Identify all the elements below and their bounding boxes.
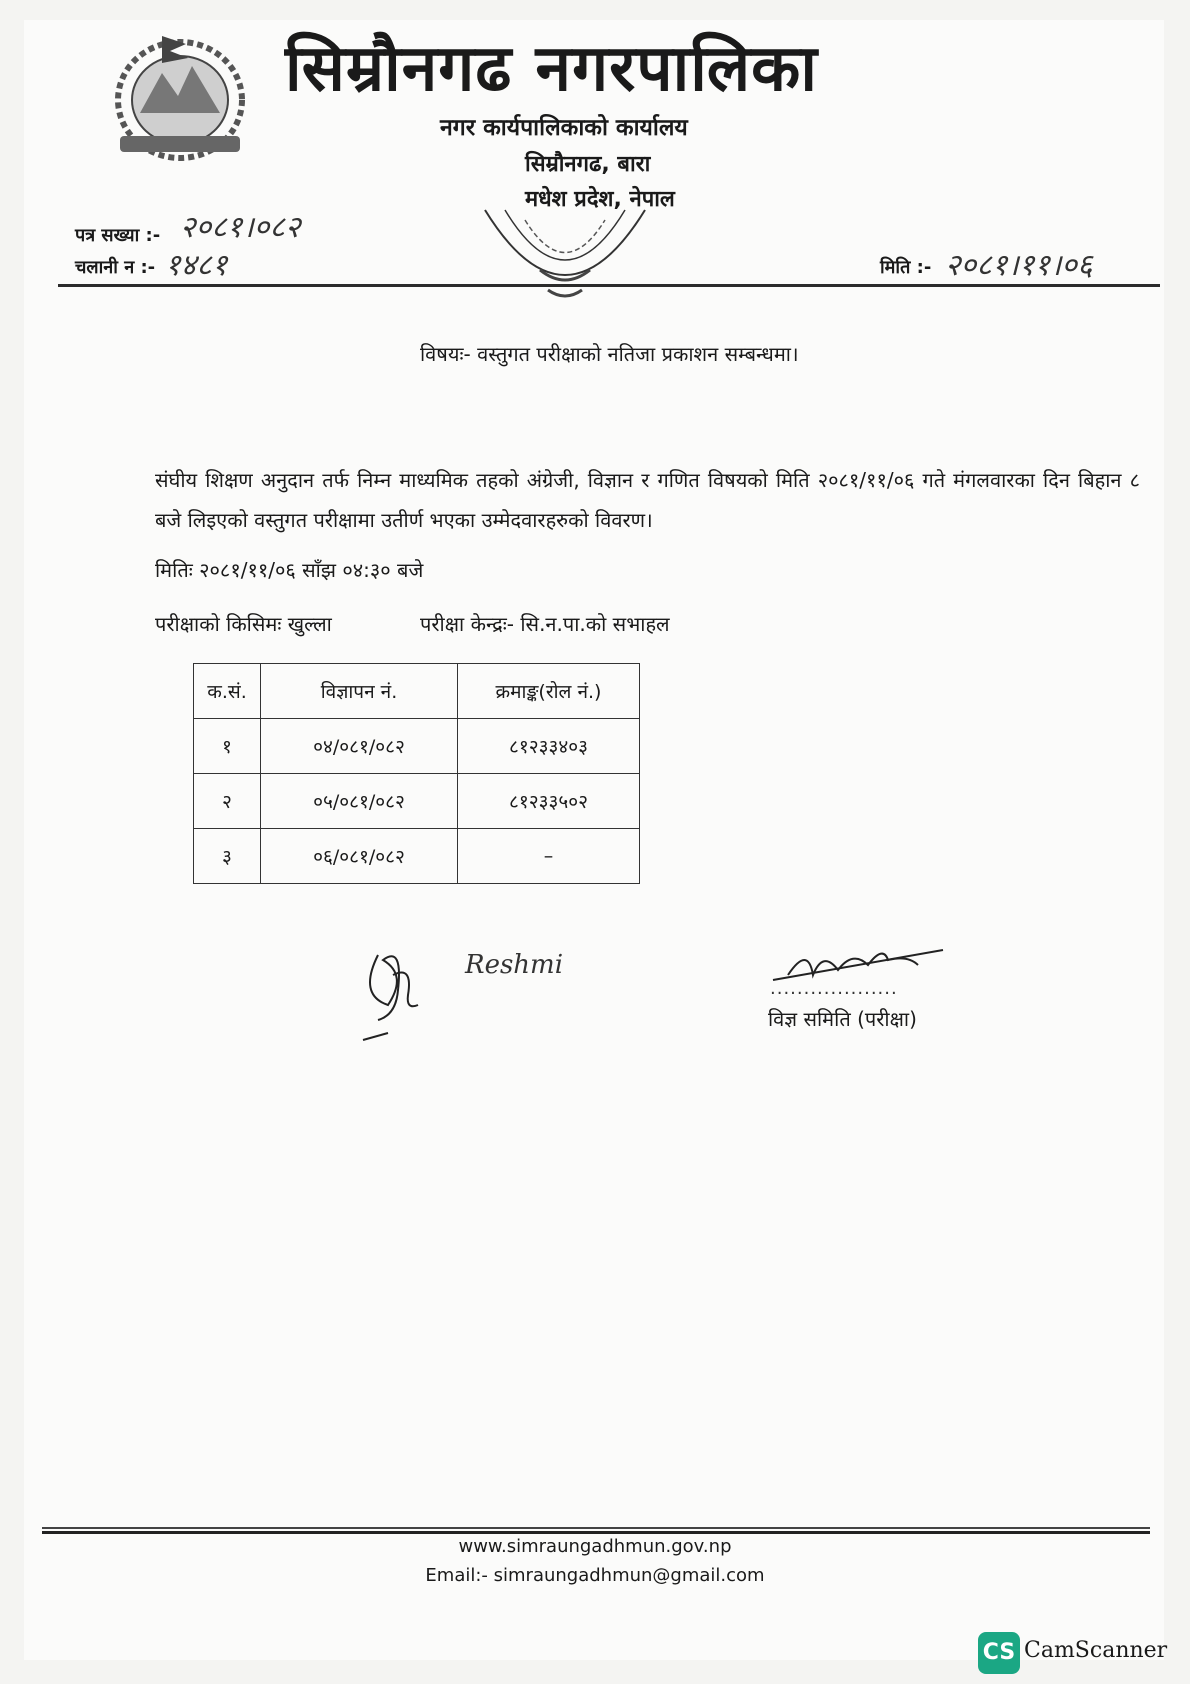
cell-advert-no: ०६/०८१/०८२ xyxy=(261,829,458,884)
footer-divider-thick xyxy=(42,1531,1150,1534)
address-line-1: सिम्रौनगढ, बारा xyxy=(525,152,651,177)
committee-label: विज्ञ समिति (परीक्षा) xyxy=(768,1007,917,1031)
table-row xyxy=(194,774,640,829)
org-name: सिम्रौनगढ नगरपालिका xyxy=(285,32,818,106)
header-roll-no: क्रमाङ्क(रोल नं.) xyxy=(458,664,640,719)
header-serial: क.सं. xyxy=(194,664,261,719)
signature-name: Reshmi xyxy=(465,950,564,980)
camscanner-watermark: CamScanner xyxy=(1024,1638,1168,1663)
dispatch-no-value: १४८१ xyxy=(165,248,228,283)
header-divider xyxy=(58,284,1160,287)
results-table xyxy=(193,663,640,884)
cell-roll-no: ८१२३३५०२ xyxy=(458,774,640,829)
date-label: मिति :- xyxy=(880,257,932,278)
dispatch-no-label: चलानी न :- xyxy=(75,257,156,278)
cell-serial: २ xyxy=(194,774,261,829)
date-value: २०८१।११।०६ xyxy=(945,248,1093,283)
address-line-2: मधेश प्रदेश, नेपाल xyxy=(525,187,675,212)
cell-advert-no: ०४/०८१/०८२ xyxy=(261,719,458,774)
footer-website: www.simraungadhmun.gov.np xyxy=(458,1536,732,1557)
table-header-row xyxy=(194,664,640,719)
cell-roll-no: – xyxy=(458,829,640,884)
body-paragraph: संघीय शिक्षण अनुदान तर्फ निम्न माध्यमिक तहको अंग्रेजी, विज्ञान र गणित विषयको मिति २०८१/११/०६ गते मंगलवारका दिन बिहान ८ बजे लिइएको वस्तुगत परीक्षामा उतीर्ण भएका उम्मेदवारहरुको विवरण। xyxy=(155,468,1140,532)
letter-no-value: २०८१।०८२ xyxy=(180,210,301,245)
table-row xyxy=(194,829,640,884)
camscanner-logo-icon: CS xyxy=(978,1632,1020,1674)
cell-advert-no: ०५/०८१/०८२ xyxy=(261,774,458,829)
signature-line: ................... xyxy=(770,978,898,999)
office-name: नगर कार्यपालिकाको कार्यालय xyxy=(440,115,688,141)
cell-roll-no: ८१२३३४०३ xyxy=(458,719,640,774)
publish-time: मितिः २०८१/११/०६ साँझ ०४:३० बजे xyxy=(155,558,424,582)
footer-email: Email:- simraungadhmun@gmail.com xyxy=(425,1565,765,1586)
letter-no-label: पत्र सख्या :- xyxy=(75,225,161,246)
cell-serial: ३ xyxy=(194,829,261,884)
table-row xyxy=(194,719,640,774)
header-advert-no: विज्ञापन नं. xyxy=(261,664,458,719)
footer-divider-thin xyxy=(42,1527,1150,1529)
exam-type: परीक्षाको किसिमः खुल्ला xyxy=(155,612,332,636)
exam-center: परीक्षा केन्द्रः- सि.न.पा.को सभाहल xyxy=(420,612,670,636)
subject-line: विषयः- वस्तुगत परीक्षाको नतिजा प्रकाशन सम्बन्धमा। xyxy=(420,342,799,366)
nepal-emblem-icon xyxy=(100,18,260,168)
office-stamp-icon xyxy=(470,190,660,320)
cell-serial: १ xyxy=(194,719,261,774)
